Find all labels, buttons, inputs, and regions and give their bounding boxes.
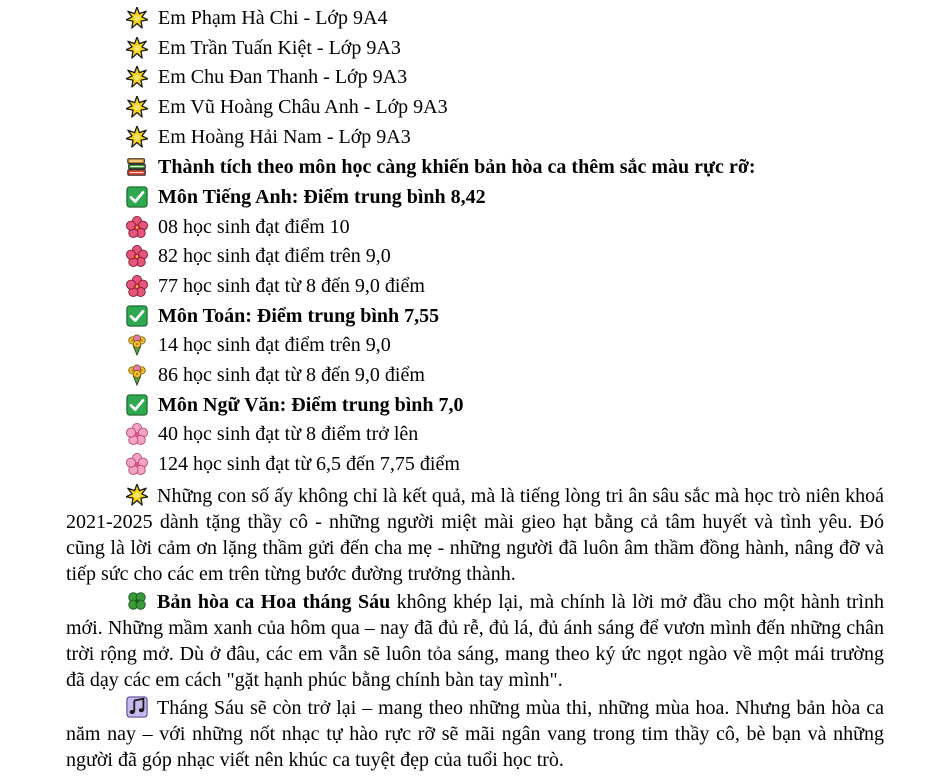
cherry-blossom-icon: [126, 423, 148, 445]
bouquet-icon: [126, 364, 148, 386]
list-item: [126, 213, 350, 241]
subjects-intro: [126, 153, 756, 181]
english-heading-text: Môn Tiếng Anh: Điểm trung bình 8,42: [158, 186, 486, 208]
check-mark-icon: [126, 186, 148, 208]
list-item: [126, 123, 411, 151]
sparkle-star-icon: [126, 66, 148, 88]
math-heading: [126, 302, 439, 330]
sparkle-star-icon: [126, 7, 148, 29]
paragraph-text: Những con số ấy không chỉ là kết quả, mà là tiếng lòng tri ân sâu sắc mà học trò niên khoá 2021-2025 dành tặng thầy cô - những người miệt mài gieo hạt bằng cả tâm huyết và tình yêu. Đó cũng là lời cảm ơn lặng thầm gửi đến cha mẹ - những người đã luôn âm thầm đồng hành, nâng đỡ và tiếp sức cho các em trên từng bước đường trưởng thành.: [66, 485, 884, 585]
list-item-text: Em Hoàng Hải Nam - Lớp 9A3: [158, 126, 411, 148]
list-item-text: 82 học sinh đạt điểm trên 9,0: [158, 245, 391, 267]
sparkle-star-icon: [126, 484, 148, 506]
music-notes-icon: [126, 696, 148, 718]
list-item-text: 40 học sinh đạt từ 8 điểm trở lên: [158, 423, 419, 445]
paragraph-text: không khép lại, mà chính là lời mở đầu cho một hành trình mới. Những mầm xanh của hôm qua – nay đã đủ rễ, đủ lá, đủ ánh sáng để vươn mình đến những chân trời rộng mở. Dù ở đâu, các em vẫn sẽ luôn tỏa sáng, mang theo ký ức ngọt ngào về một mái trường đã dạy các em cách "gặt hạnh phúc bằng chính bàn tay mình".: [66, 591, 884, 691]
subjects-intro-text: Thành tích theo môn học càng khiến bản hòa ca thêm sắc màu rực rỡ:: [158, 156, 756, 178]
sparkle-star-icon: [126, 126, 148, 148]
list-item: [126, 272, 425, 300]
paragraph-bold-title: Bản hòa ca Hoa tháng Sáu: [157, 591, 391, 613]
literature-heading: [126, 391, 464, 419]
literature-heading-text: Môn Ngữ Văn: Điểm trung bình 7,0: [158, 394, 464, 416]
list-item-text: 14 học sinh đạt điểm trên 9,0: [158, 334, 391, 356]
bouquet-icon: [126, 334, 148, 356]
math-heading-text: Môn Toán: Điểm trung bình 7,55: [158, 305, 440, 327]
list-item: [126, 361, 425, 389]
list-item: [126, 34, 401, 62]
list-item: [126, 242, 391, 270]
hibiscus-icon: [126, 275, 148, 297]
list-item: [126, 93, 448, 121]
check-mark-icon: [126, 394, 148, 416]
list-item-text: 08 học sinh đạt điểm 10: [158, 216, 350, 238]
books-icon: [126, 156, 148, 178]
list-item: [126, 450, 460, 478]
paragraph-gratitude: [66, 483, 884, 587]
sparkle-star-icon: [126, 96, 148, 118]
list-item-text: 124 học sinh đạt từ 6,5 đến 7,75 điểm: [158, 453, 460, 475]
four-leaf-clover-icon: [126, 590, 148, 612]
list-item-text: 86 học sinh đạt từ 8 đến 9,0 điểm: [158, 364, 425, 386]
hibiscus-icon: [126, 216, 148, 238]
paragraph-closing: [66, 695, 884, 773]
list-item-text: 77 học sinh đạt từ 8 đến 9,0 điểm: [158, 275, 425, 297]
list-item: [126, 63, 407, 91]
sparkle-star-icon: [126, 37, 148, 59]
hibiscus-icon: [126, 245, 148, 267]
list-item-text: Em Chu Đan Thanh - Lớp 9A3: [158, 66, 408, 88]
list-item-text: Em Vũ Hoàng Châu Anh - Lớp 9A3: [158, 96, 448, 118]
list-item-text: Em Phạm Hà Chi - Lớp 9A4: [158, 7, 388, 29]
english-heading: [126, 183, 486, 211]
list-item: [126, 420, 418, 448]
list-item-text: Em Trần Tuấn Kiệt - Lớp 9A3: [158, 37, 401, 59]
list-item: [126, 4, 387, 32]
cherry-blossom-icon: [126, 453, 148, 475]
list-item: [126, 331, 391, 359]
paragraph-text: Tháng Sáu sẽ còn trở lại – mang theo những mùa thi, những mùa hoa. Nhưng bản hòa ca năm nay – với những nốt nhạc tự hào rực rỡ sẽ mãi ngân vang trong tim thầy cô, bè bạn và những người đã góp nhạc viết nên khúc ca tuyệt đẹp của tuổi học trò.: [66, 697, 884, 771]
check-mark-icon: [126, 305, 148, 327]
paragraph-new-journey: [66, 589, 884, 693]
